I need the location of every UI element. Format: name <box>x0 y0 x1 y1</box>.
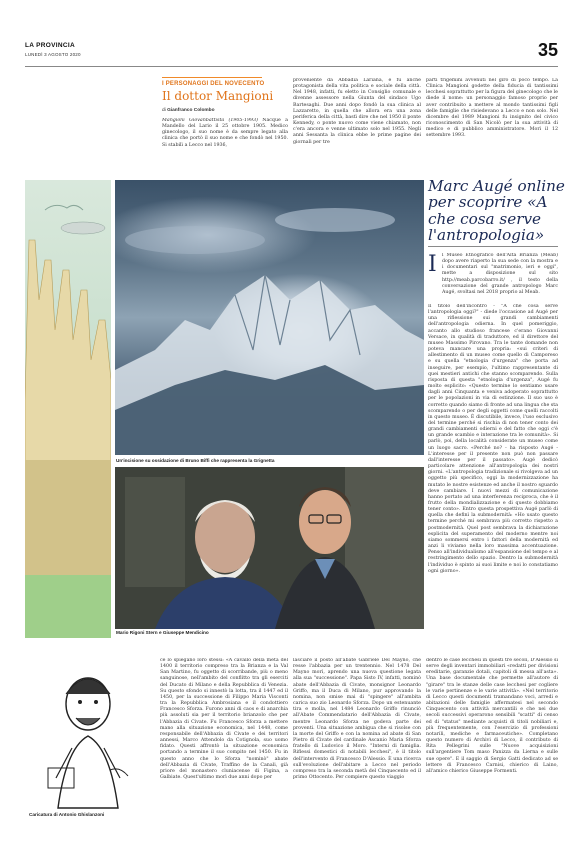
article-body-text: Il titolo dell'incontro - "A che cosa serve l'antropologia oggi?" - diede l'occasione ad Augé per una riflessione sui grandi cambiamenti dell'antropologia odierna. In quel pomeriggio, accanto allo studioso francese c'erano Giovanni Versace, in qualità di traduttore, ed il direttore del museo Massimo Pirovano. Tra le tante domande non poteva mancare una propria: «sui criteri di allestimento di un museo come quello di Camporeso e su quella "etnologia d'urgenza" che porta ad inseguire, per esempio, l'ultimo rappresentante di quei mestieri antichi che stanno scomparendo. Sulla risposta di questa "etnologia d'urgenza", Augé fu molto esplicito: «Questo termine lo sentiamo usare dagli anni Cinquanta e veniva adoperato soprattutto per le popolazioni in via di estinzione. Il suo uso è corretto quando siamo di fronte ad una lingua che sta scomparendo o per degli oggetti come quelli raccolti in questo museo. È discutibile, invece, l'uso esclusivo del termine perché si rischia di non tener conto dei grandi cambiamenti odierni e del fatto che oggi c'è un grande scambio e interazione tra le comunità». Si parlò, poi, della località considerate un museo come un luogo sacro. «Perché no? - ha risposto Augé - L'interesse per il presente non può non passare dall'interesse per il passato». Augé dedicò particolare attenzione all'antropologia dei nostri giorni. «L'antropologia tradizionale si rivolgeva ad un oggetto più specifico, oggi la modernizzazione ha mutato le nostre esistenze ed anche il nostro sguardo deve cambiare. I nuovi mezzi di comunicazione hanno portato ad una interferenza reciproca, che è il frutto della mondializzazione e di questo dobbiamo tener conto». Entro questa prospettiva Augé parlò di quella che definì la submodernità: «Ho usato questo termine perché mi sembrava più corretto rispetto a postmodernità. Quel post sembrava la dichiarazione esplicita del superamento del moderno mentre noi siamo sommersi entro i fattori della modernità ed anzi li viviamo nella loro massima accentuazione. Penso all'individualismo all'espansione del tempo e al restringimento dello spazio. Dentro la submodernità l'individuo è spinto ai suoi limite e noi lo constatiamo ogni giorno». <box>428 304 558 574</box>
byline-prefix: di <box>162 108 166 113</box>
illustration-meadow <box>25 575 111 638</box>
serial-column-3 <box>426 78 558 168</box>
bottom-text-3: dentro le case lecchesi in questi tre secoli, D'Alessio si serve degli inventari immobiliari «redatti per divisioni ereditarie, garanzie dotali, capitoli di messa all'asta». Una base documentale che permette all'autore di "girare" tra le stanze delle case lecchesi per cogliere le varie pertinenze e le varie attività». «Nel territorio di Lecco questi documenti tramandano voci, arredi e abitazioni delle famiglie affermatesi nel secondo Cinquecento con attività mercantili e che nei due secoli successivi operarono sensibili "scatti" di censo ed di "status" mediante acquisti di titoli nobiliari e, più frequentemente, con l'esercizio di professioni notarili, mediche e farmaceutiche». Completano questo numero di Archivi di Lecco, il contributo di Rita Pellegrini sulle "Nuove acquisizioni sull'argentiere Tom maso Panizza da Lierna e sulle sue opere". E il saggio di Sergio Gatti dedicato ad se lettere di Francesco Carnisi, chierico di Laino, all'amico chierico Giuseppe Formenti. <box>426 658 558 774</box>
bottom-text-1: ce lo spiegano loro stessi: «A cavallo della metà del 1400 il territorio compreso tra la Brianza e la Val San Martino, fu oggetto di scorribande, più o meno sanguinose, nell'ambito del conflitto tra gli eserciti del Ducato di Milano e della Repubblica di Venezia. Su questo sfondo si innestò la lotta, tra il 1447 ed il 1450, per la successione di Filippo Maria Visconti tra la Repubblica Ambrosiana e il condottiero Francesco Sforza. Furono anni di caos e di anarchia più assoluti sia per il territorio brianzolo che per l'Abbazia di Civate. Fu Francesco Sforza a mettere mano alla situazione economica, nel 1448, come responsabile dell'Abbazia di Civate e dei territori annessi, Marco Attendolo da Cotignola, suo uomo fidato. Questi affrontò la situazione economica portando a termine il suo compito nel 1450. Fu in questo anno che lo Sforza "nominò" abate dell'Abbazia di Civate, Traffino de la Canali, già priore del monastero cluniacense di Figina, a Galbiate. Quest'ultimo morì due anni dopo per <box>160 658 288 780</box>
section-divider <box>162 77 262 78</box>
caricature-illustration <box>28 658 148 810</box>
newspaper-name: LA PROVINCIA <box>25 42 75 49</box>
caricature-caption-text: Caricatura di Antonio Ghislanzoni <box>29 812 105 817</box>
article-lead-text: l Museo Etnografico dell'Alta Brianza (Meab) dopo avere riaperto la sua sede con la mostra e i documentari sul "matrimonio, ieri e oggi", mette a disposizione sul sito http://meab.parcobarro.it/ , il testo della conversazione del grande antropologo Marc Augé, svoltasi nel 2018 proprio al Meab. <box>442 253 558 295</box>
article-lead <box>442 253 558 301</box>
serial-subject-name: Mangioni Giovanbattista (1905-1993) <box>162 118 258 123</box>
portrait-figures <box>115 467 424 629</box>
bottom-column-1 <box>160 658 288 836</box>
mountain-engraving <box>115 180 424 455</box>
page-number: 35 <box>537 40 558 60</box>
caricature-caption <box>29 812 104 817</box>
serial-byline <box>162 108 215 113</box>
portrait-caption <box>116 630 209 635</box>
serial-text-1: Mangioni Giovanbattista (1905-1993) Nacque a Mandello del Lario il 25 ottobre 1905. Medico ginecologo, il suo nome è da sempre legato alla clinica che portò il suo nome e che fondò nel 1950. Si stabilì a Lecco nel 1936, <box>162 118 288 148</box>
portrait-photo <box>115 467 424 629</box>
masthead-divider <box>25 66 558 67</box>
serial-column-2 <box>293 78 421 168</box>
engraving-caption-text: Un'incisione su ossidazione di Bruno Biffi che rappresenta la Grignetta <box>116 458 275 463</box>
byline-author: Gianfranco Colombo <box>167 108 215 113</box>
article-headline: Marc Augé online per scoprire «A che cosa serve l'antropologia» <box>428 177 565 245</box>
serial-text-3: parti trigemini avvenuti nel giro di poco tempo. La Clinica Mangioni godette della fiducia di tantissimi lecchesi soprattutto per la figura del ginecologo che le diede il nome: un personaggio famoso proprio per aver contribuito a mettere al mondo tantissimi figli delle famiglie che risiedevano a Lecco e non solo. Nel dicembre del 1989 Mangioni fu insignito del civico riconoscimento di San Nicolò per la sua attività di medico e di pubblico amministratore. Morì il 12 settembre 1993. <box>426 78 558 139</box>
illustration-castle <box>25 180 111 638</box>
serial-column-1 <box>162 118 288 166</box>
article-dropcap: I <box>428 252 437 277</box>
section-label: I PERSONAGGI DEL NOVECENTO <box>162 81 265 87</box>
left-illustration <box>25 180 111 638</box>
portrait-caption-text: Mario Rigoni Stern e Giuseppe Mendicino <box>116 630 209 635</box>
engraving-caption <box>116 458 274 463</box>
bottom-text-2: lasciare il posto all'abate Gabriele Del Mayno, che resse l'abbazia per un trentennio. Nel 1478 Del Mayno morì, aprendo una nuova questione legata alla sua "successione". Papa Sisto IV, infatti, nominò abate dell'Abbazia di Civate, monsignor Leonardo Griffo, ma il Duca di Milano, pur approvando la nomina, non smise mai di "spingere" all'ambita carica suo zio Leonardo Sforza. Dopo un estenuante tira e molla, nel 1484 Leonardo Griffo rinunciò all'Abate Commendatario dell'Abbazia di Civate, mentre Leonardo Sforza ne godeva parte dei proventi. Una situazione ambigua che si risolse con la morte del Griffo e con la nomina ad abate di San Pietro di Civate del cardinale Ascanio Maria Sforza fratello di Ludovico il Moro. "Interni di famiglia. Riflessi domestici di notabili lecchesi", è il titolo dell'intervento di Francesco D'Alessio. È una ricerca sull'evoluzione dell'abitare a Lecco nel periodo compreso tra la seconda metà del Cinquecento ed il primo Ottocento. Per compiere questo viaggio <box>293 658 421 780</box>
serial-title: Il dottor Mangioni <box>162 89 274 103</box>
article-body <box>428 304 558 637</box>
bottom-column-3 <box>426 658 558 836</box>
issue-date: LUNEDÌ 3 AGOSTO 2020 <box>25 52 81 57</box>
headline-divider <box>428 246 558 247</box>
engraving-photo <box>115 180 424 455</box>
bottom-column-2 <box>293 658 421 836</box>
serial-text-2: proveniente da Abbadia Lariana, e fu anche protagonista della vita politica e sociale della città. Nel 1948, infatti, fu eletto in Consiglio comunale e divenne assessore nella Giunta del sindaco Ugo Bartesaghi. Due anni dopo fondò la sua clinica al Lazzaretto, in quella che allora era una zona periferica della città, bastì dire che nel 1950 il ponte Kennedy, o ponte nuovo come viene chiamato, non c'era ancora e venne ultimato solo nel 1955. Negli anni Sessanta la clinica ebbe le prime pagine dei giornali per tre <box>293 78 421 145</box>
caricature-drawing <box>28 658 148 810</box>
